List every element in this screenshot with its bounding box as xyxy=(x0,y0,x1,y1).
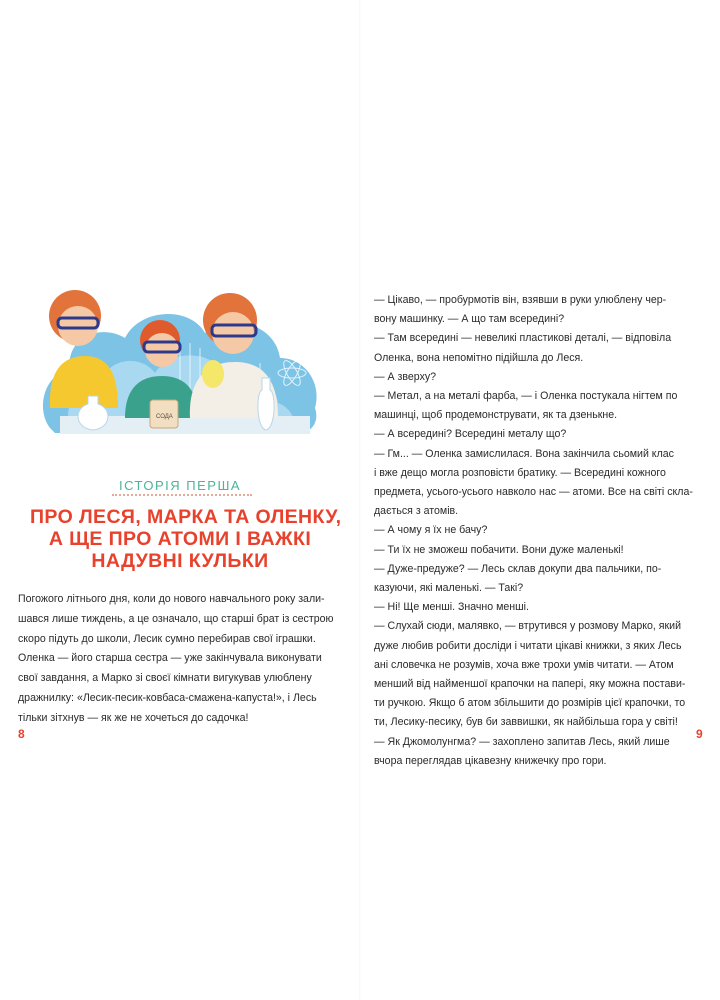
text-line: — Ти їх не зможеш побачити. Вони дуже маленькі! xyxy=(374,543,624,556)
text-line: тільки зітхнув — як же не хочеться до садочка! xyxy=(18,711,249,724)
book-gutter xyxy=(359,0,361,1000)
text-line: ти ручкою. Якщо б атом збільшити до розмірів цієї крапочки, то xyxy=(374,697,686,710)
text-line: машинці, щоб продемонструвати, як та дзенькне. xyxy=(374,409,618,422)
text-line: — Дуже-предуже? — Лесь склав докупи два пальчики, по- xyxy=(374,562,662,575)
text-line: Оленка — його старша сестра — уже закінчувала виконувати xyxy=(18,652,322,665)
text-line: — Метал, а на металі фарба, — і Оленка постукала нігтем по xyxy=(374,390,678,403)
text-line: дуже любив робити досліди і читати цікаві книжки, з яких Лесь xyxy=(374,639,682,652)
text-line: ані словечка не розумів, хоча вже трохи умів читати. — Атом xyxy=(374,658,674,671)
page-number-left: 8 xyxy=(18,727,25,741)
text-line: дається з атомів. xyxy=(374,505,459,518)
text-line: Оленка, вона непомітно підійшла до Леся. xyxy=(374,351,584,364)
text-line: і вже дещо могла розповісти братику. — Всередині кожного xyxy=(374,466,666,479)
text-line: ти, Лесику-песику, був би заввишки, як найбільша гора у світі! xyxy=(374,716,678,729)
text-line: — А чому я їх не бачу? xyxy=(374,524,488,537)
text-line: шався лише тиждень, а це означало, що старші брат із сестрою xyxy=(18,612,334,625)
text-line: скоро підуть до школи, Лесик сумно перебирав свої іграшки. xyxy=(18,632,316,645)
text-line: — Як Джомолунгма? — захоплено запитав Лесь, який лише xyxy=(374,735,670,748)
text-line: — Гм... — Оленка замислилася. Вона закінчила сьомий клас xyxy=(374,447,674,460)
chapter-title-line: А ЩЕ ПРО АТОМИ І ВАЖКІ xyxy=(48,528,312,550)
text-line: казуючи, які маленькі. — Такі? xyxy=(374,582,524,595)
right-body-text xyxy=(374,291,706,771)
text-line: дражнилку: «Лесик-песик-ковбаса-смажена-капуста!», і Лесь xyxy=(18,691,317,704)
text-line: свої завдання, а Марко зі своєї кімнати вигукував улюблену xyxy=(18,672,312,685)
chapter-divider xyxy=(112,494,252,496)
text-line: — А зверху? xyxy=(374,370,437,383)
text-line: предмета, усього-усього навколо нас — атоми. Все на світі скла- xyxy=(374,486,693,499)
text-line: — Слухай сюди, малявко, — втрутився у розмову Марко, який xyxy=(374,620,681,633)
text-line: — Цікаво, — пробурмотів він, взявши в руки улюблену чер- xyxy=(374,294,667,306)
chapter-label: ІСТОРІЯ ПЕРША xyxy=(118,478,242,493)
chapter-title-line: НАДУВНІ КУЛЬКИ xyxy=(91,550,269,572)
jar-label: СОДА xyxy=(156,414,173,420)
text-line: — Там всередині — невеликі пластикові деталі, — відповіла xyxy=(374,332,672,345)
text-line: вчора переглядав цікавезну книжечку про гори. xyxy=(374,754,607,767)
chapter-title xyxy=(30,506,342,572)
text-line: — А всередині? Всередині металу що? xyxy=(374,428,567,441)
text-line: менший від найменшої крапочки на папері, яку можна постави- xyxy=(374,678,686,691)
text-line: — Ні! Ще менші. Значно менші. xyxy=(374,601,529,614)
text-line: Погожого літнього дня, коли до нового навчального року зали- xyxy=(18,593,325,605)
left-body-text xyxy=(18,590,343,729)
chapter-title-line: ПРО ЛЕСЯ, МАРКА ТА ОЛЕНКУ, xyxy=(30,506,342,528)
chapter-illustration xyxy=(30,278,330,438)
text-line: вону машинку. — А що там всередині? xyxy=(374,313,565,326)
page-number-right: 9 xyxy=(696,727,703,741)
